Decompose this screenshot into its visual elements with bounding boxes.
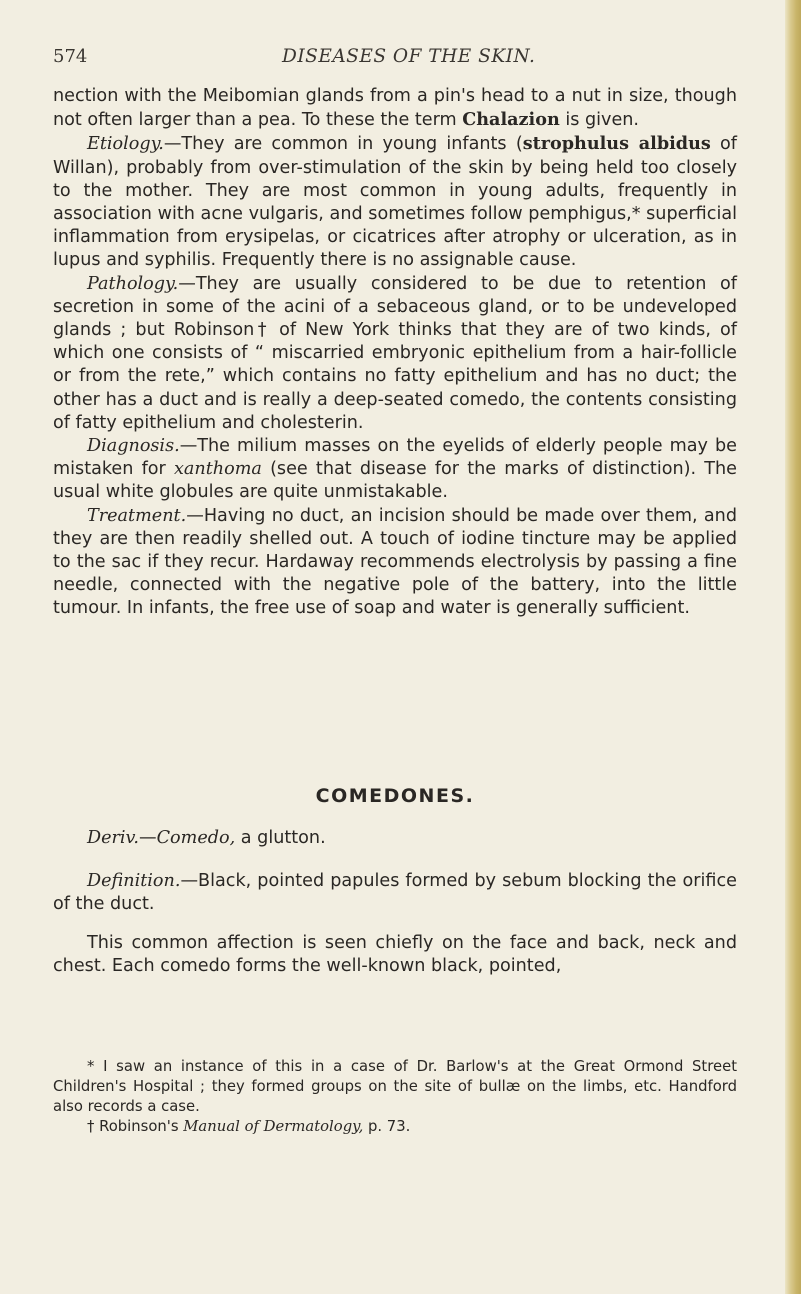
paragraph-pathology: Pathology.—They are usually considered to be due to retention of secretion in some of the acini of a sebaceous gland, or to be undeveloped glands ; but Robinson† of New York thinks that they are of two kinds, of which one consists of “ miscarried embryonic epithelium from a hair-follicle or from the rete,” which contains no fatty epithelium and has no duct; the other has a duct and is really a deep-seated comedo, the contents consisting of fatty epithelium and cholesterin.	[53, 273, 737, 433]
paragraph-diagnosis: Diagnosis.—The milium masses on the eyelids of elderly people may be mistaken for xanthoma (see that disease for the marks of distinction). The usual white globules are quite unmistakable.	[53, 436, 737, 503]
definition-paragraph: Definition.—Black, pointed papules formed by sebum blocking the orifice of the duct.	[53, 871, 737, 915]
derivation-line: Deriv.—Comedo, a glutton.	[87, 828, 326, 848]
footnote-star: * I saw an instance of this in a case of Dr. Barlow's at the Great Ormond Street Children's Hospital ; they formed groups on the site of bullæ on the limbs, etc. Handford also records a case.	[53, 1058, 737, 1115]
comedones-paragraph: This common affection is seen chiefly on the face and back, neck and chest. Each comedo forms the well-known black, pointed,	[53, 933, 737, 977]
label-definition: Definition.	[87, 871, 181, 891]
page-edge	[785, 0, 801, 1294]
page-number: 574	[53, 46, 88, 67]
paragraph-continuation: nection with the Meibomian glands from a pin's head to a nut in size, though not often larger than a pea. To these the term Chalazion is given.	[53, 86, 737, 131]
label-etiology: Etiology.	[87, 134, 164, 155]
footnote-dagger: † Robinson's Manual of Dermatology, p. 73.	[87, 1118, 411, 1135]
label-treatment: Treatment.	[87, 505, 187, 526]
body-text	[53, 85, 737, 621]
term-strophulus: strophulus albidus	[522, 133, 711, 155]
term-chalazion: Chalazion	[462, 109, 560, 131]
section-heading: COMEDONES.	[315, 785, 475, 807]
page-header	[53, 46, 753, 76]
term-xanthoma: xanthoma	[173, 459, 262, 480]
footnotes	[53, 1057, 737, 1137]
label-diagnosis: Diagnosis.	[87, 436, 180, 457]
paragraph-treatment: Treatment.—Having no duct, an incision should be made over them, and they are then readily shelled out. A touch of iodine tincture may be applied to the sac if they recur. Hardaway recommends electrolysis by passing a fine needle, connected with the negative pole of the battery, into the little tumour. In infants, the free use of soap and water is generally sufficient.	[53, 505, 737, 619]
running-head: DISEASES OF THE SKIN.	[282, 46, 536, 67]
label-pathology: Pathology.	[87, 273, 179, 294]
paragraph-etiology: Etiology.—They are common in young infants (strophulus albidus of Willan), probably from over-stimulation of the skin by being held too closely to the mother. They are most common in young adults, frequently in association with acne vulgaris, and sometimes follow pemphigus,* superficial inflammation from erysipelas, or cicatrices after atrophy or ulceration, as in lupus and syphilis. Frequently there is no assignable cause.	[53, 133, 737, 271]
